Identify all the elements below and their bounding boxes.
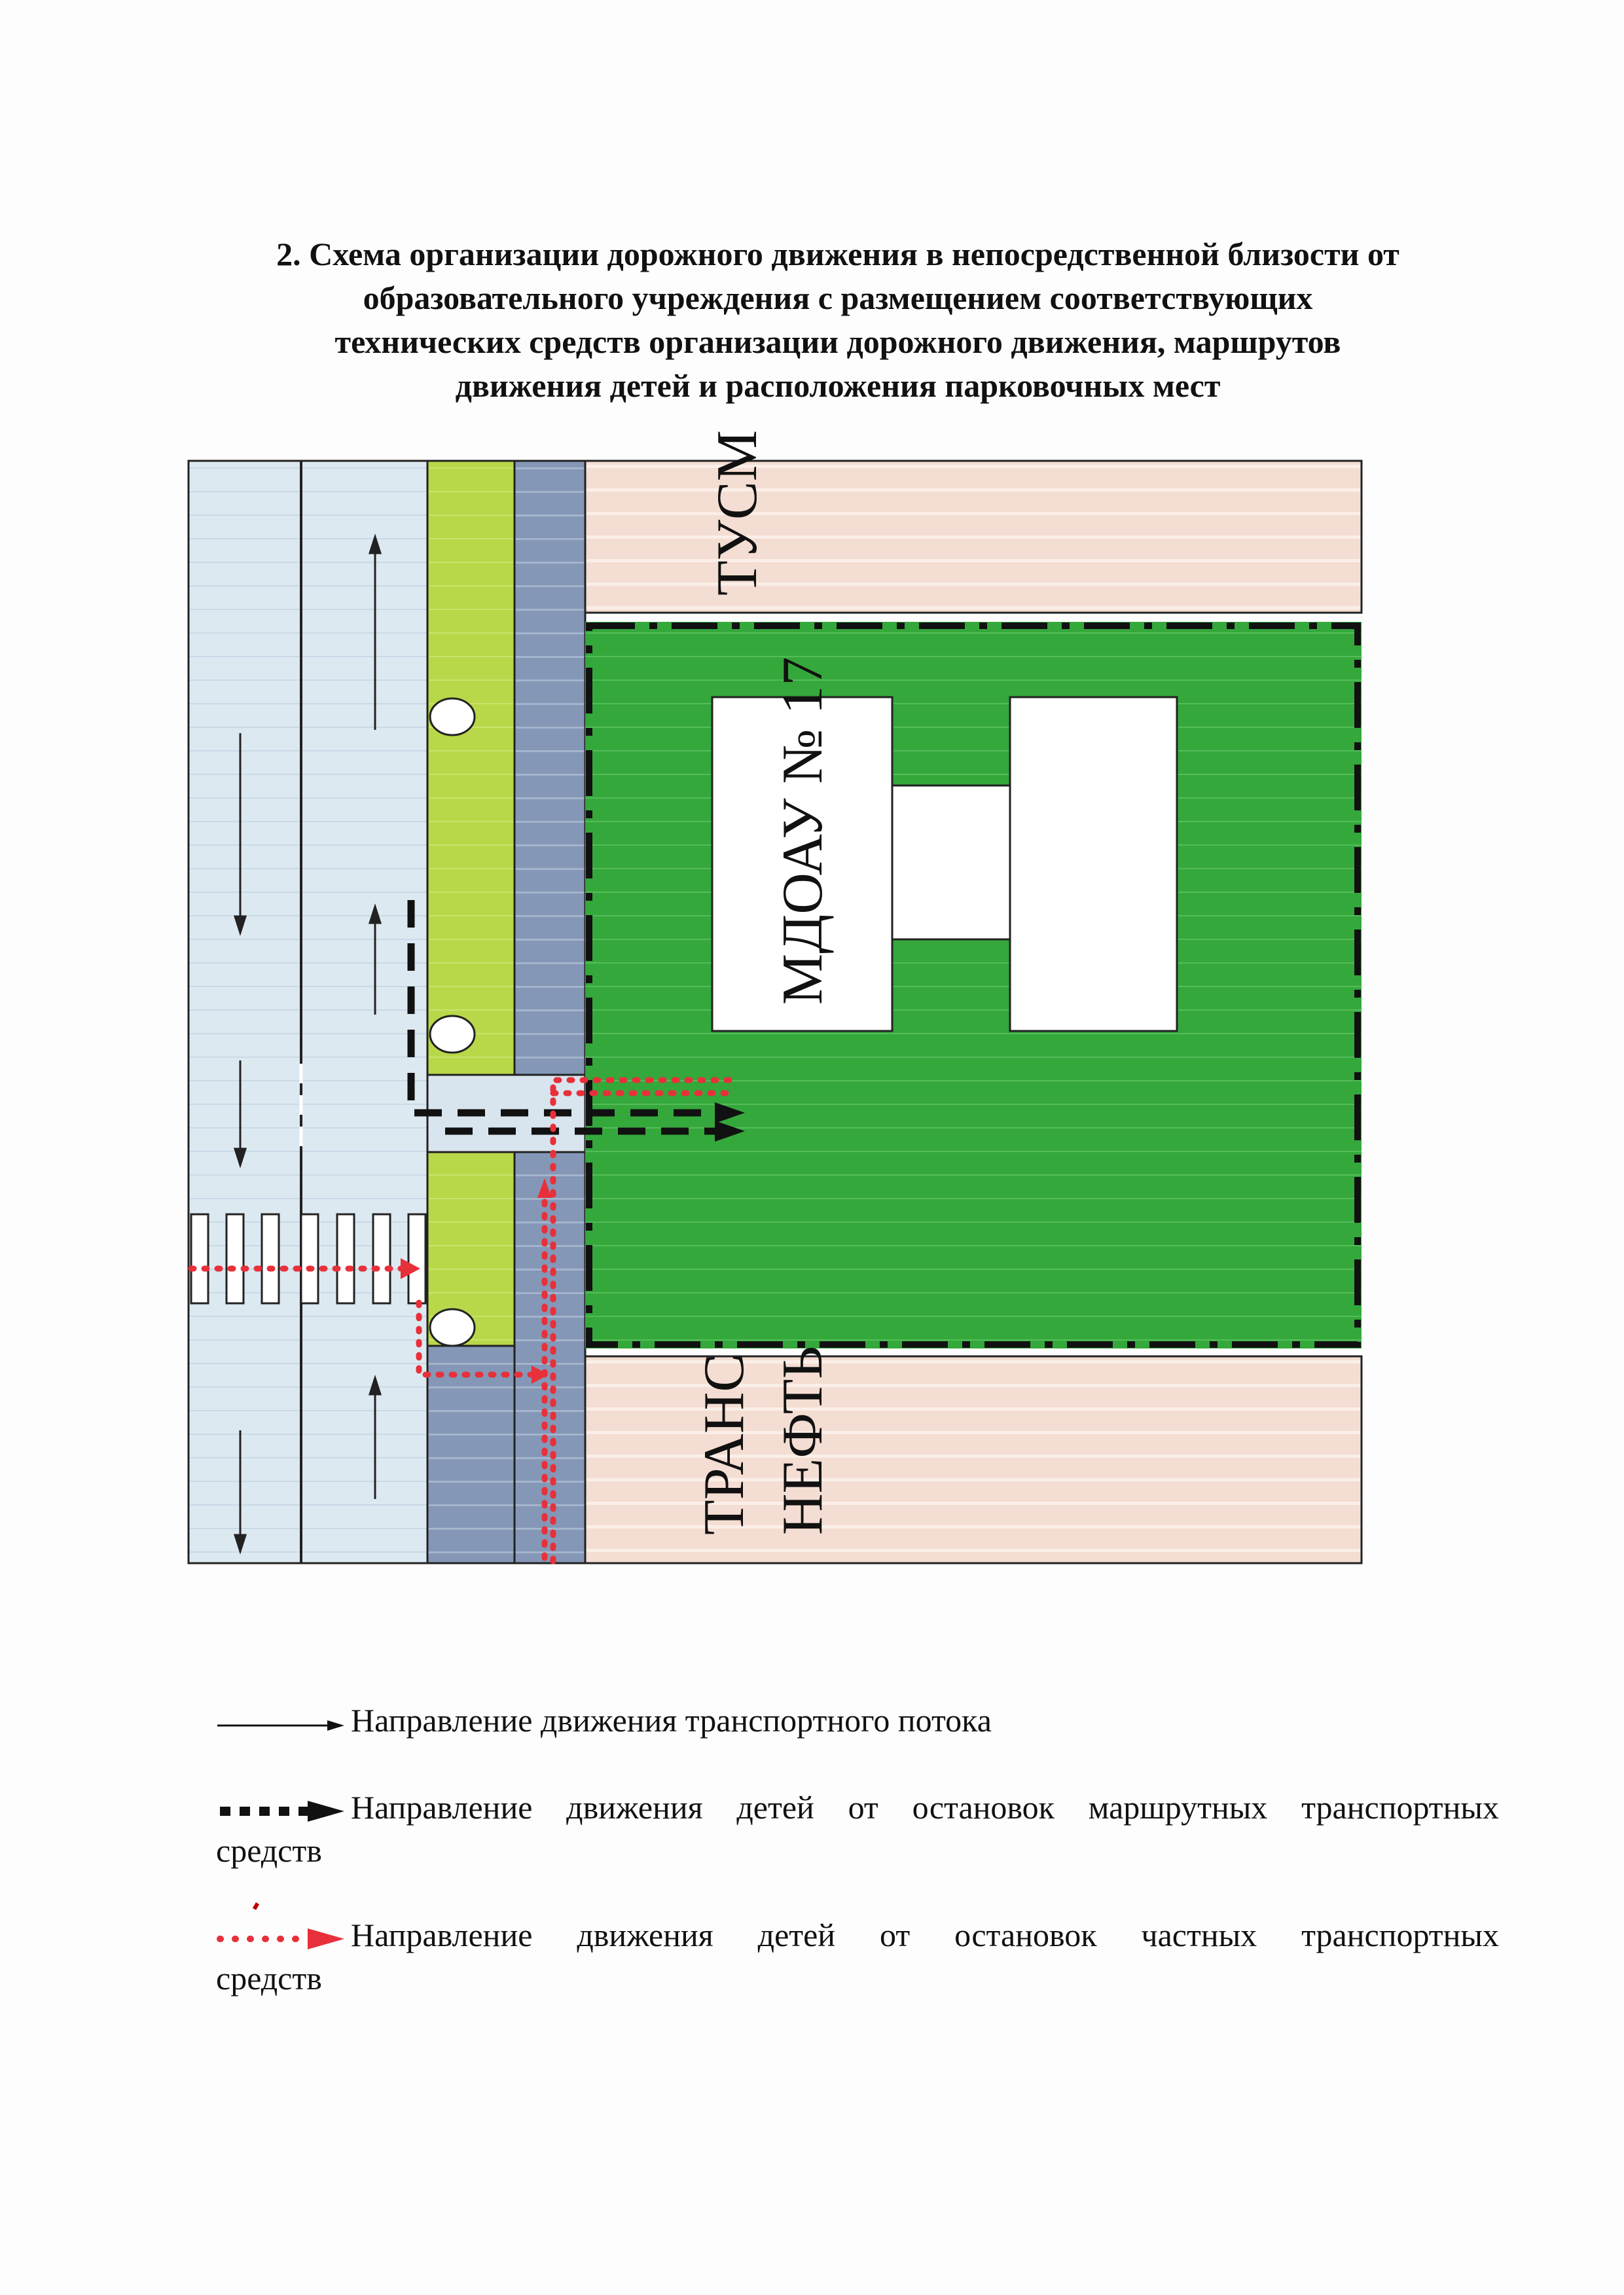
title-line-1: 2. Схема организации дорожного движения в непосредственной близости от [276, 236, 1399, 272]
school-grounds [585, 622, 1362, 1348]
dotted-red-arrow-icon [216, 1926, 347, 1952]
title-line-3: технических средств организации дорожного движения, маршрутов [334, 323, 1341, 360]
thin-arrow-icon [216, 1711, 347, 1737]
sidewalk-bottom [427, 1346, 514, 1563]
legend-private-label-2: средств [216, 1960, 322, 1997]
plot-tusm [585, 461, 1362, 613]
label-neft: НЕФТЬ [771, 1346, 835, 1535]
legend-traffic [216, 1699, 1499, 1742]
road-area [189, 461, 427, 1563]
legend-traffic-label: Направление движения транспортного потока [351, 1702, 992, 1739]
school-building-connector [892, 786, 1010, 939]
title-line-2: образовательного учреждения с размещением соответствующих [363, 280, 1313, 316]
legend-public-label-1: Направление движения детей от остановок маршрутных транспортных [351, 1789, 1499, 1826]
legend-public-route [216, 1786, 1499, 1872]
label-tusm: ТУСМ [706, 430, 769, 596]
bus-stop-marker [430, 698, 475, 735]
bus-stop-marker [430, 1309, 475, 1346]
legend-public-label-2: средств [216, 1832, 322, 1869]
title-line-4: движения детей и расположения парковочных мест [455, 367, 1221, 404]
label-trans: ТРАНС [693, 1353, 756, 1535]
school-building-right-wing [1010, 697, 1177, 1031]
sidewalk [514, 461, 585, 1563]
dashed-black-arrow-icon [216, 1798, 347, 1824]
label-school: МДОАУ № 17 [771, 657, 835, 1005]
legend-private-route [216, 1913, 1499, 2000]
lawn-strip-upper [427, 461, 514, 1075]
bus-stop-marker [430, 1016, 475, 1053]
zebra-crossing [191, 1214, 425, 1303]
legend-private-label-1: Направление движения детей от остановок частных транспортных [351, 1917, 1499, 1953]
